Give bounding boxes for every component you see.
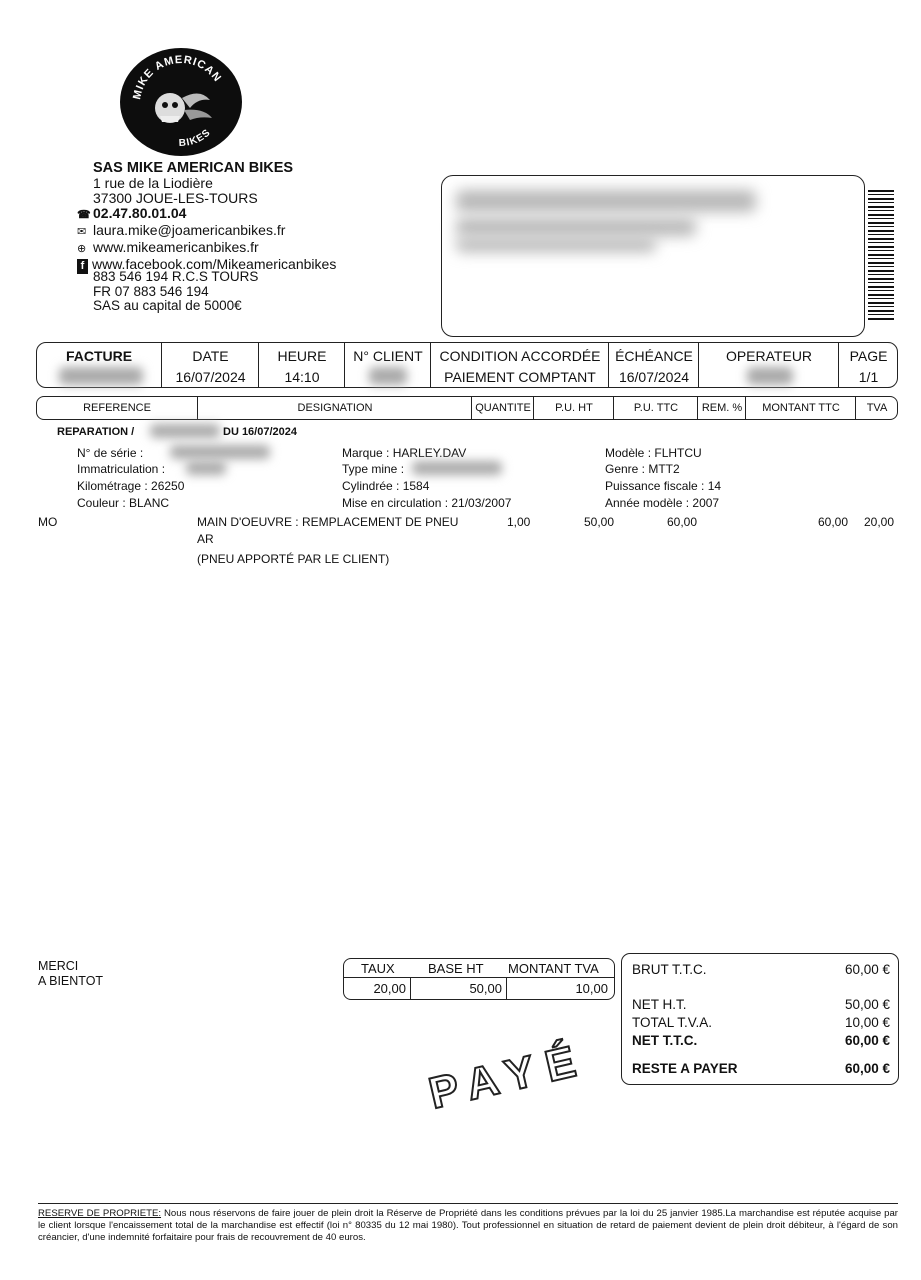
- company-capital: SAS au capital de 5000€: [93, 298, 242, 313]
- line-items-header: [36, 396, 898, 420]
- type-label: Type mine :: [342, 462, 405, 476]
- heure-cell: [258, 343, 345, 387]
- item-montant-ttc: 60,00: [818, 515, 849, 529]
- vat-amount: 10,00: [575, 981, 608, 996]
- total-tva-value: 10,00 €: [844, 1015, 890, 1030]
- redacted-serial: [170, 445, 270, 459]
- model: Modèle : FLHTCU: [605, 446, 702, 460]
- company-website: www.mikeamericanbikes.fr: [93, 239, 259, 255]
- condition-cell: [430, 343, 609, 387]
- redacted-type: [412, 461, 502, 475]
- company-name: SAS MIKE AMERICAN BIKES: [93, 160, 294, 176]
- company-legal: [93, 270, 258, 314]
- item-designation: MAIN D'OEUVRE : REMPLACEMENT DE PNEU: [197, 515, 459, 529]
- company-address-line2: 37300 JOUE-LES-TOURS: [93, 190, 258, 206]
- client-address-box: [441, 175, 865, 337]
- brut-row: [632, 962, 890, 977]
- client-label: N° CLIENT: [353, 348, 423, 364]
- company-facebook: www.facebook.com/Mikeamericanbikes: [92, 256, 337, 272]
- item-note: (PNEU APPORTÉ PAR LE CLIENT): [197, 552, 390, 566]
- total-tva-row: [632, 1015, 890, 1030]
- footer-label: RESERVE DE PROPRIETE:: [38, 1208, 162, 1219]
- company-address-line1: 1 rue de la Liodière: [93, 175, 213, 191]
- redacted-text: [456, 218, 696, 236]
- vat-col-divider: [506, 977, 507, 999]
- logo-bottom-text: BIKES: [178, 127, 214, 150]
- net-ttc-label: NET T.T.C.: [632, 1033, 698, 1048]
- echeance-cell: [608, 343, 699, 387]
- column-pu-ht: P.U. HT: [533, 397, 614, 419]
- echeance-label: ÉCHÉANCE: [615, 348, 693, 364]
- vat-rate-label: TAUX: [361, 961, 395, 976]
- condition-label: CONDITION ACCORDÉE: [439, 348, 601, 364]
- email-icon: ✉: [77, 226, 87, 238]
- date-label: DATE: [192, 348, 229, 364]
- column-montant-ttc: MONTANT TTC: [745, 397, 856, 419]
- item-designation-cont: AR: [197, 532, 214, 546]
- page-cell: [838, 343, 898, 387]
- operateur-label: OPERATEUR: [725, 348, 813, 364]
- plate-label: Immatriculation :: [77, 462, 166, 476]
- svg-text:BIKES: [179, 127, 214, 149]
- net-ttc-row: [632, 1033, 890, 1048]
- vat-base: 50,00: [469, 981, 502, 996]
- fiscal-power: Puissance fiscale : 14: [605, 479, 722, 493]
- company-logo: [120, 48, 242, 156]
- footer-legal: [38, 1203, 898, 1244]
- page-label: PAGE: [849, 348, 888, 364]
- column-quantite: QUANTITE: [471, 397, 534, 419]
- reste-value: 60,00 €: [844, 1061, 890, 1076]
- page-value: 1/1: [858, 369, 879, 385]
- item-quantity: 1,00: [507, 515, 531, 529]
- client-cell: [344, 343, 431, 387]
- totals-box: [621, 953, 899, 1085]
- barcode: [868, 190, 894, 320]
- vat-base-label: BASE HT: [428, 961, 484, 976]
- company-phone: 02.47.80.01.04: [93, 205, 187, 221]
- company-vat-number: FR 07 883 546 194: [93, 283, 209, 299]
- reste-label: RESTE A PAYER: [632, 1061, 738, 1076]
- date-cell: [161, 343, 259, 387]
- svg-text:MIKE AMERICAN: [131, 54, 223, 101]
- column-designation: DESIGNATION: [197, 397, 472, 419]
- redacted-plate: [186, 461, 226, 475]
- footer-text: Nous nous réservons de faire jouer de plein droit la Réserve de Propriété dans les conditions prévues par la loi du 25 janvier 1985.La marchandise est réputée acquise par le client lorsque l'encaissement total de la marchandise est effectif (loi n° 80335 du 12 mai 1980). Tout professionnel en situation de retard de paiement devient de plein droit débiteur, à l'égard de son créancier, d'une indemnité forfaitaire pour frais de recouvrement de 40 euros.: [38, 1208, 898, 1243]
- facture-cell: [37, 343, 161, 387]
- facebook-icon: f: [77, 259, 88, 274]
- company-info: [77, 160, 337, 274]
- invoice-header: [36, 342, 898, 388]
- vat-rate: 20,00: [373, 981, 406, 996]
- operateur-cell: [698, 343, 839, 387]
- echeance-value: 16/07/2024: [618, 369, 690, 385]
- vat-col-divider: [410, 977, 411, 999]
- logo-top-text: MIKE AMERICAN: [131, 53, 224, 101]
- repair-date: DU 16/07/2024: [223, 426, 297, 438]
- cylinder: Cylindrée : 1584: [342, 479, 430, 493]
- registration-date: Mise en circulation : 21/03/2007: [342, 496, 512, 510]
- brut-label: BRUT T.T.C.: [632, 962, 707, 977]
- reste-row: [632, 1061, 890, 1076]
- heure-label: HEURE: [277, 348, 327, 364]
- genre: Genre : MTT2: [605, 462, 680, 476]
- item-reference: MO: [38, 515, 58, 529]
- serial-label: N° de série :: [77, 446, 144, 460]
- thanks-line1: MERCI: [38, 959, 79, 973]
- mileage: Kilométrage : 26250: [77, 479, 185, 493]
- brut-value: 60,00 €: [844, 962, 890, 977]
- logo-graphic: [120, 48, 242, 156]
- repair-title: REPARATION /: [57, 426, 135, 438]
- item-pu-ttc: 60,00: [667, 515, 698, 529]
- redacted-text: [456, 190, 756, 212]
- thanks-line2: A BIENTOT: [38, 974, 104, 988]
- date-value: 16/07/2024: [175, 369, 246, 385]
- globe-icon: ⊕: [77, 243, 87, 255]
- redacted-client-number: [369, 367, 407, 385]
- vat-divider: [344, 977, 614, 978]
- redacted-text: [456, 238, 656, 252]
- column-pu-ttc: P.U. TTC: [613, 397, 698, 419]
- redacted-invoice-number: [59, 367, 143, 385]
- total-tva-label: TOTAL T.V.A.: [632, 1015, 713, 1030]
- column-reference: REFERENCE: [83, 402, 151, 414]
- net-ht-value: 50,00 €: [844, 997, 890, 1012]
- company-rcs: 883 546 194 R.C.S TOURS: [93, 269, 259, 284]
- item-tva: 20,00: [864, 515, 895, 529]
- paid-stamp: PAYÉ: [424, 1034, 592, 1119]
- net-ttc-value: 60,00 €: [844, 1033, 890, 1048]
- company-email: laura.mike@joamericanbikes.fr: [93, 222, 286, 238]
- phone-icon: ☎: [77, 209, 91, 221]
- column-remise: REM. %: [697, 397, 746, 419]
- model-year: Année modèle : 2007: [605, 496, 720, 510]
- redacted-operator: [747, 367, 793, 385]
- color: Couleur : BLANC: [77, 496, 170, 510]
- redacted-repair-number: [150, 424, 220, 438]
- net-ht-label: NET H.T.: [632, 997, 687, 1012]
- brand: Marque : HARLEY.DAV: [342, 446, 467, 460]
- vat-amount-label: MONTANT TVA: [508, 961, 599, 976]
- column-tva: TVA: [855, 397, 898, 419]
- condition-value: PAIEMENT COMPTANT: [444, 369, 596, 385]
- heure-value: 14:10: [284, 369, 320, 385]
- facture-label: FACTURE: [65, 348, 133, 364]
- vat-summary-table: [343, 958, 615, 1000]
- net-ht-row: [632, 997, 890, 1012]
- item-pu-ht: 50,00: [584, 515, 615, 529]
